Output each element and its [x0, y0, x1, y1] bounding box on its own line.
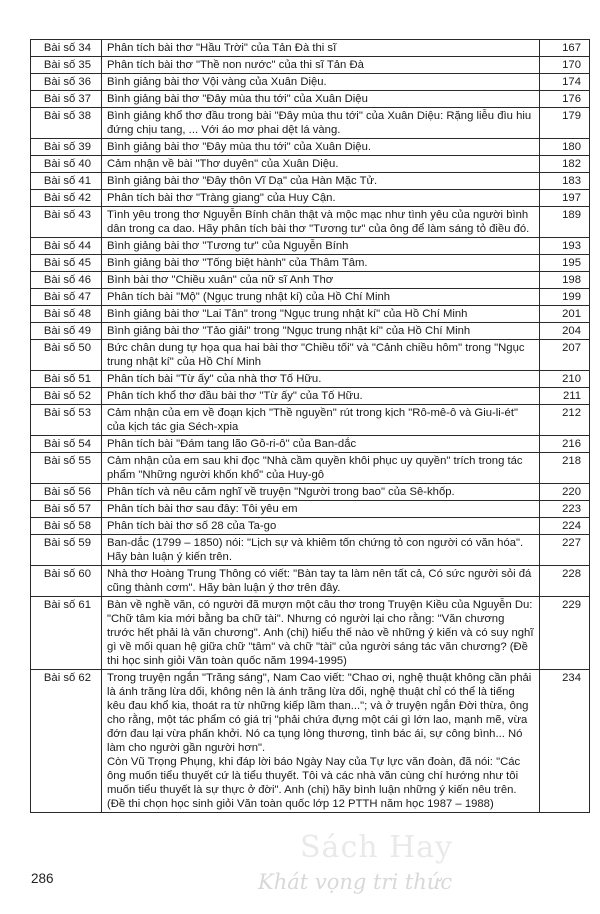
entry-page: 195 — [540, 255, 590, 272]
entry-title: Bình giảng bài thơ "Đây thôn Vĩ Dạ" của Hàn Mặc Tử. — [102, 173, 540, 190]
entry-page: 198 — [540, 272, 590, 289]
entry-title: Bình giảng bài thơ "Tương tư" của Nguyễn Bính — [102, 238, 540, 255]
entry-number: Bài số 58 — [31, 518, 102, 535]
entry-number: Bài số 37 — [31, 91, 102, 108]
entry-number: Bài số 34 — [31, 40, 102, 57]
page-number: 286 — [31, 871, 54, 886]
entry-title: Trong truyện ngắn "Trăng sáng", Nam Cao viết: "Chao ơi, nghệ thuật không cần phải là ánh trăng lừa dối, không nên là ánh trăng lừa dối, nghệ thuật chỉ có thể là tiếng kêu đau khổ kia, thoát ra từ những kiếp lầm than..."; và ở truyện ngắn Đời thừa, ông cho rằng, một tác phẩm có giá trị "phải chứa đựng một cái gì lớn lao, mạnh mẽ, vừa đớn đau lại vừa phấn khởi. Nó ca tụng lòng thương, tình bác ái, sự công bình... Nó làm cho người gần người hơn". Còn Vũ Trọng Phụng, khi đáp lời báo Ngày Nay của Tự lực văn đoàn, đã nói: "Các ông muốn tiểu thuyết cứ là tiểu thuyết. Tôi và các nhà văn cùng chí hướng như tôi muốn tiểu thuyết là sự thực ở đời". Anh (chị) hãy bình luận những ý kiến nêu trên. (Đề thi chọn học sinh giỏi Văn toàn quốc lớp 12 PTTH năm học 1987 – 1988) — [102, 670, 540, 813]
entry-page: 193 — [540, 238, 590, 255]
table-of-contents — [30, 39, 590, 813]
toc-row — [31, 340, 590, 371]
entry-title: Phân tích bài thơ "Tràng giang" của Huy Cận. — [102, 190, 540, 207]
entry-page: 234 — [540, 670, 590, 813]
entry-title: Bình giảng bài thơ "Đây mùa thu tới" của Xuân Diệu — [102, 91, 540, 108]
entry-number: Bài số 52 — [31, 388, 102, 405]
entry-title: Bình bài thơ "Chiều xuân" của nữ sĩ Anh Thơ — [102, 272, 540, 289]
toc-row — [31, 484, 590, 501]
entry-number: Bài số 50 — [31, 340, 102, 371]
entry-number: Bài số 40 — [31, 156, 102, 173]
toc-row — [31, 371, 590, 388]
toc-row — [31, 190, 590, 207]
toc-row — [31, 57, 590, 74]
entry-page: 227 — [540, 535, 590, 566]
entry-page: 201 — [540, 306, 590, 323]
entry-number: Bài số 44 — [31, 238, 102, 255]
watermark-slogan: Khát vọng tri thức — [258, 870, 453, 894]
entry-title: Phân tích bài "Từ ấy" của nhà thơ Tố Hữu. — [102, 371, 540, 388]
entry-number: Bài số 45 — [31, 255, 102, 272]
toc-row — [31, 173, 590, 190]
entry-number: Bài số 46 — [31, 272, 102, 289]
entry-number: Bài số 49 — [31, 323, 102, 340]
toc-row — [31, 597, 590, 670]
entry-title: Cảm nhận của em sau khi đọc "Nhà cầm quyền khôi phục uy quyền" trích trong tác phẩm "Những người khốn khổ" của Huy-gô — [102, 453, 540, 484]
entry-title: Phân tích và nêu cảm nghĩ về truyện "Người trong bao" của Sê-khốp. — [102, 484, 540, 501]
entry-page: 199 — [540, 289, 590, 306]
toc-row — [31, 306, 590, 323]
toc-row — [31, 405, 590, 436]
entry-page: 183 — [540, 173, 590, 190]
entry-page: 211 — [540, 388, 590, 405]
toc-row — [31, 388, 590, 405]
toc-row — [31, 518, 590, 535]
entry-title: Cảm nhận của em về đoạn kịch "Thề nguyền" rút trong kịch "Rô-mê-ô và Giu-li-ét" của kịch tác gia Séch-xpia — [102, 405, 540, 436]
entry-title: Phân tích bài "Đám tang lão Gô-ri-ô" của Ban-dắc — [102, 436, 540, 453]
watermark-logo: Sách Hay — [300, 830, 454, 865]
entry-number: Bài số 56 — [31, 484, 102, 501]
entry-page: 167 — [540, 40, 590, 57]
entry-title: Cảm nhận về bài "Thơ duyên" của Xuân Diệu. — [102, 156, 540, 173]
entry-number: Bài số 51 — [31, 371, 102, 388]
toc-row — [31, 501, 590, 518]
toc-row — [31, 207, 590, 238]
toc-row — [31, 272, 590, 289]
entry-page: 197 — [540, 190, 590, 207]
entry-number: Bài số 60 — [31, 566, 102, 597]
entry-title: Nhà thơ Hoàng Trung Thông có viết: "Bàn tay ta làm nên tất cả, Có sức người sỏi đá cũng thành cơm". Hãy bàn luận ý thơ trên đây. — [102, 566, 540, 597]
entry-title: Bình giảng bài thơ "Tống biệt hành" của Thâm Tâm. — [102, 255, 540, 272]
entry-number: Bài số 39 — [31, 139, 102, 156]
entry-title: Bình giảng khổ thơ đầu trong bài "Đây mùa thu tới" của Xuân Diệu: Rặng liễu đìu hiu đứng chịu tang, ... Với áo mơ phai dệt lá vàng. — [102, 108, 540, 139]
toc-row — [31, 40, 590, 57]
entry-number: Bài số 62 — [31, 670, 102, 813]
entry-page: 216 — [540, 436, 590, 453]
entry-page: 220 — [540, 484, 590, 501]
entry-number: Bài số 42 — [31, 190, 102, 207]
entry-title: Phân tích bài thơ "Hầu Trời" của Tản Đà thi sĩ — [102, 40, 540, 57]
entry-page: 207 — [540, 340, 590, 371]
entry-number: Bài số 57 — [31, 501, 102, 518]
entry-title: Phân tích bài "Mộ" (Ngục trung nhật kí) của Hồ Chí Minh — [102, 289, 540, 306]
entry-title: Tình yêu trong thơ Nguyễn Bính chân thật và mộc mạc như tình yêu của người bình dân trong ca dao. Hãy phân tích bài thơ "Tương tư" của ông để làm sáng tỏ điều đó. — [102, 207, 540, 238]
toc-row — [31, 238, 590, 255]
entry-page: 170 — [540, 57, 590, 74]
entry-page: 180 — [540, 139, 590, 156]
toc-row — [31, 453, 590, 484]
toc-row — [31, 323, 590, 340]
entry-title: Phân tích bài thơ "Thề non nước" của thi sĩ Tản Đà — [102, 57, 540, 74]
entry-page: 223 — [540, 501, 590, 518]
toc-row — [31, 108, 590, 139]
entry-title: Ban-dắc (1799 – 1850) nói: "Lịch sự và khiêm tốn chứng tỏ con người có văn hóa". Hãy bàn luận ý kiến trên. — [102, 535, 540, 566]
toc-row — [31, 74, 590, 91]
toc-row — [31, 670, 590, 813]
toc-row — [31, 535, 590, 566]
entry-title: Bình giảng bài thơ Vội vàng của Xuân Diệu. — [102, 74, 540, 91]
toc-row — [31, 156, 590, 173]
entry-title: Bình giảng bài thơ "Lai Tân" trong "Ngục trung nhật kí" của Hồ Chí Minh — [102, 306, 540, 323]
entry-page: 179 — [540, 108, 590, 139]
entry-number: Bài số 54 — [31, 436, 102, 453]
entry-page: 182 — [540, 156, 590, 173]
toc-row — [31, 436, 590, 453]
toc-body — [31, 40, 590, 813]
entry-number: Bài số 59 — [31, 535, 102, 566]
entry-page: 212 — [540, 405, 590, 436]
entry-number: Bài số 47 — [31, 289, 102, 306]
entry-title: Phân tích bài thơ số 28 của Ta-go — [102, 518, 540, 535]
entry-page: 218 — [540, 453, 590, 484]
entry-title: Bình giảng bài thơ "Tảo giải" trong "Ngục trung nhật kí" của Hồ Chí Minh — [102, 323, 540, 340]
toc-row — [31, 91, 590, 108]
entry-page: 228 — [540, 566, 590, 597]
entry-number: Bài số 38 — [31, 108, 102, 139]
entry-page: 189 — [540, 207, 590, 238]
toc-row — [31, 139, 590, 156]
toc-row — [31, 289, 590, 306]
entry-number: Bài số 35 — [31, 57, 102, 74]
entry-page: 204 — [540, 323, 590, 340]
entry-title: Bàn về nghề văn, có người đã mượn một câu thơ trong Truyện Kiều của Nguyễn Du: "Chữ tâm kia mới bằng ba chữ tài". Nhưng có người lại cho rằng: "Văn chương trước hết phải là văn chương". Anh (chị) hiểu thế nào về những ý kiến và có suy nghĩ gì về mối quan hệ giữa chữ "tâm" và chữ "tài" của người sáng tác văn chương? (Đề thi học sinh giỏi Văn toàn quốc năm 1994-1995) — [102, 597, 540, 670]
entry-page: 176 — [540, 91, 590, 108]
entry-number: Bài số 36 — [31, 74, 102, 91]
entry-number: Bài số 55 — [31, 453, 102, 484]
entry-page: 224 — [540, 518, 590, 535]
entry-title: Bức chân dung tự họa qua hai bài thơ "Chiều tối" và "Cảnh chiều hôm" trong "Ngục trung nhật kí" của Hồ Chí Minh — [102, 340, 540, 371]
entry-page: 229 — [540, 597, 590, 670]
entry-page: 210 — [540, 371, 590, 388]
entry-number: Bài số 48 — [31, 306, 102, 323]
entry-number: Bài số 61 — [31, 597, 102, 670]
toc-row — [31, 255, 590, 272]
entry-title: Phân tích bài thơ sau đây: Tôi yêu em — [102, 501, 540, 518]
entry-number: Bài số 41 — [31, 173, 102, 190]
entry-title: Bình giảng bài thơ "Đây mùa thu tới" của Xuân Diệu. — [102, 139, 540, 156]
entry-number: Bài số 53 — [31, 405, 102, 436]
entry-number: Bài số 43 — [31, 207, 102, 238]
toc-row — [31, 566, 590, 597]
entry-title: Phân tích khổ thơ đầu bài thơ "Từ ấy" của Tố Hữu. — [102, 388, 540, 405]
entry-page: 174 — [540, 74, 590, 91]
